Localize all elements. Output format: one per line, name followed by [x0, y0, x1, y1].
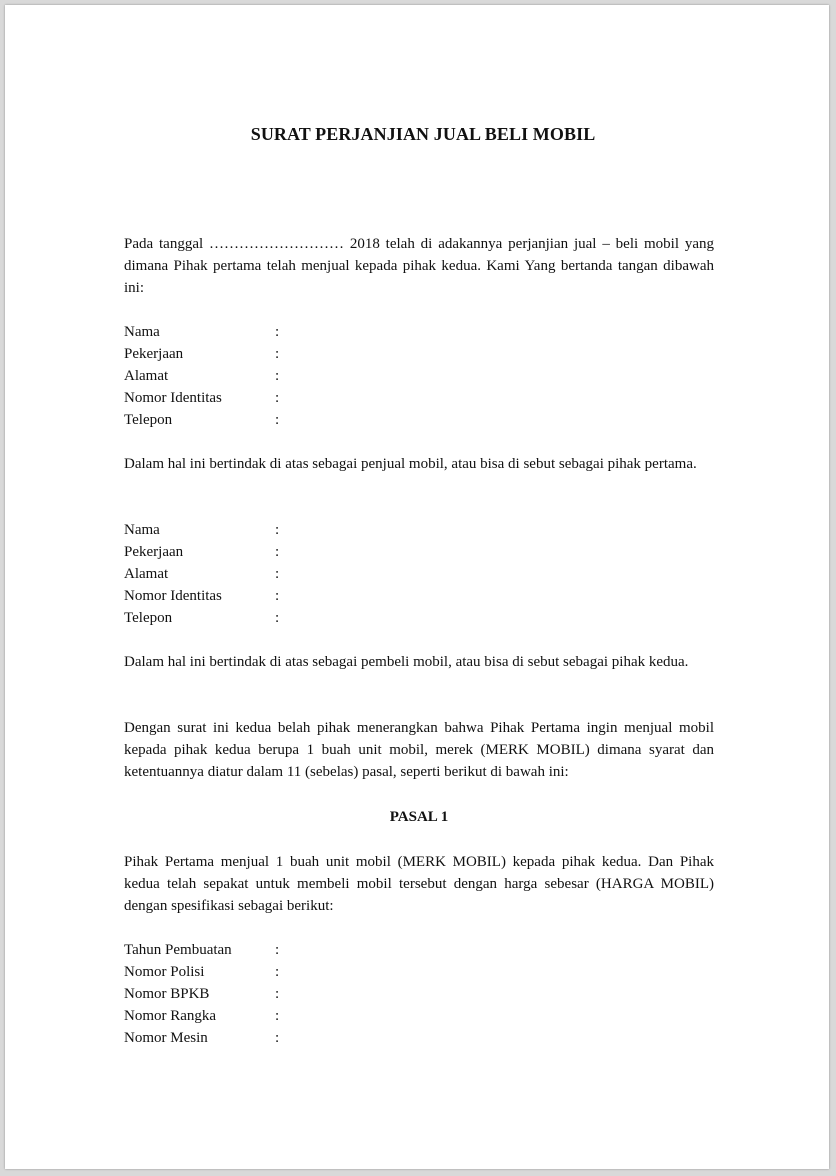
field-row — [124, 365, 524, 387]
field-row — [124, 563, 524, 585]
field-label: Nama — [124, 522, 160, 538]
field-row — [124, 961, 524, 983]
field-row — [124, 541, 524, 563]
field-colon: : — [275, 324, 280, 340]
field-colon: : — [275, 566, 280, 582]
field-row — [124, 585, 524, 607]
field-label: Alamat — [124, 566, 169, 582]
document-page — [5, 5, 829, 1169]
field-label: Telepon — [124, 610, 173, 626]
field-row — [124, 1005, 524, 1027]
field-colon: : — [275, 986, 280, 1002]
field-row — [124, 983, 524, 1005]
field-label: Tahun Pembuatan — [124, 942, 232, 958]
field-colon: : — [275, 1008, 280, 1024]
field-label: Nomor Polisi — [124, 964, 205, 980]
field-row — [124, 409, 524, 431]
field-label: Telepon — [124, 412, 173, 428]
field-row — [124, 1027, 524, 1049]
field-colon: : — [275, 544, 280, 560]
field-colon: : — [275, 390, 280, 406]
field-row — [124, 939, 524, 961]
field-label: Nomor Rangka — [124, 1008, 217, 1024]
field-colon: : — [275, 610, 280, 626]
field-label: Nama — [124, 324, 160, 340]
vehicle-fields — [124, 939, 524, 1049]
field-row — [124, 607, 524, 629]
document-title: SURAT PERJANJIAN JUAL BELI MOBIL — [250, 124, 596, 144]
field-label: Nomor Identitas — [124, 390, 222, 406]
pasal-1-paragraph: Pihak Pertama menjual 1 buah unit mobil (MERK MOBIL) kepada pihak kedua. Dan Pihak kedua telah sepakat untuk membeli mobil tersebut dengan harga sebesar (HARGA MOBIL) dengan spesifikasi sebagai berikut: — [124, 854, 714, 914]
intro-paragraph: Pada tanggal ……………………… 2018 telah di adakannya perjanjian jual – beli mobil yang dimana Pihak pertama telah menjual kepada pihak kedua. Kami Yang bertanda tangan dibawah ini: — [124, 236, 714, 296]
field-colon: : — [275, 588, 280, 604]
field-colon: : — [275, 1030, 280, 1046]
field-label: Pekerjaan — [124, 346, 184, 362]
party1-fields — [124, 321, 524, 431]
field-row — [124, 519, 524, 541]
party1-role-paragraph: Dalam hal ini bertindak di atas sebagai penjual mobil, atau bisa di sebut sebagai pihak pertama. — [124, 456, 697, 472]
field-label: Alamat — [124, 368, 169, 384]
pasal-1-heading: PASAL 1 — [389, 809, 449, 825]
field-colon: : — [275, 964, 280, 980]
field-row — [124, 343, 524, 365]
agreement-paragraph: Dengan surat ini kedua belah pihak menerangkan bahwa Pihak Pertama ingin menjual mobil kepada pihak kedua berupa 1 buah unit mobil, merek (MERK MOBIL) dimana syarat dan ketentuannya diatur dalam 11 (sebelas) pasal, seperti berikut di bawah ini: — [124, 720, 714, 780]
field-label: Pekerjaan — [124, 544, 184, 560]
field-colon: : — [275, 368, 280, 384]
field-row — [124, 387, 524, 409]
field-label: Nomor Identitas — [124, 588, 222, 604]
field-colon: : — [275, 522, 280, 538]
field-label: Nomor BPKB — [124, 986, 210, 1002]
party2-role-paragraph: Dalam hal ini bertindak di atas sebagai pembeli mobil, atau bisa di sebut sebagai pihak kedua. — [124, 654, 689, 670]
field-label: Nomor Mesin — [124, 1030, 208, 1046]
field-row — [124, 321, 524, 343]
party2-fields — [124, 519, 524, 629]
field-colon: : — [275, 412, 280, 428]
field-colon: : — [275, 346, 280, 362]
field-colon: : — [275, 942, 280, 958]
